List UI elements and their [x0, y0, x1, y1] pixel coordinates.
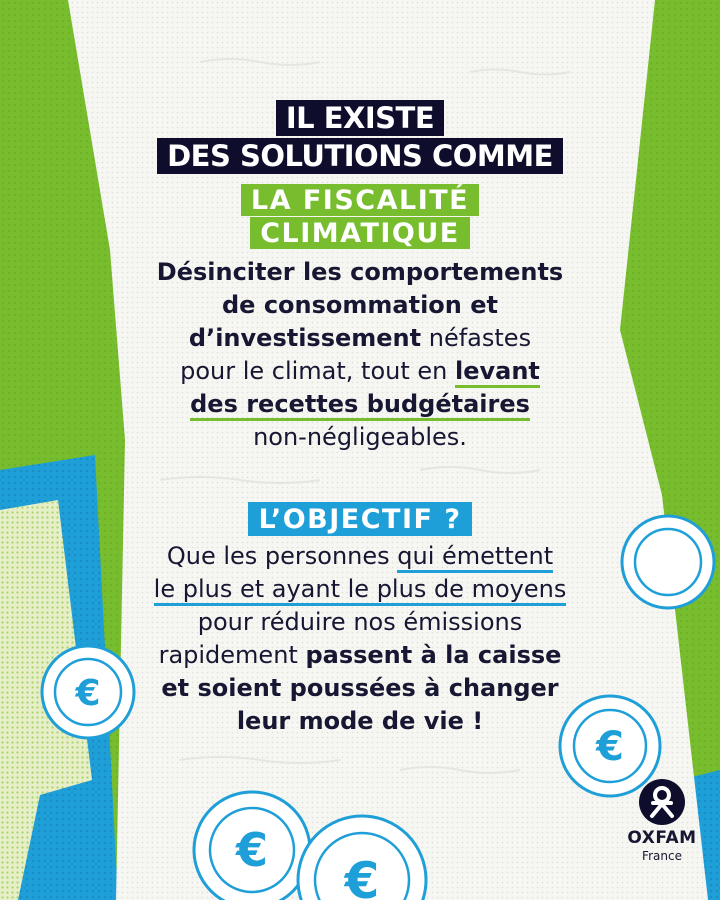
intro-line-3-bold: d’investissement — [188, 324, 422, 352]
heading-block — [0, 100, 720, 249]
heading-highlight-line-2: CLIMATIQUE — [250, 217, 470, 249]
oxfam-logo-icon — [638, 778, 686, 826]
heading-line-2: DES SOLUTIONS COMME — [157, 138, 563, 174]
svg-text:€: € — [75, 673, 101, 714]
oxfam-logo — [622, 778, 702, 863]
svg-text:€: € — [344, 852, 380, 900]
intro-line-3-regular: néfastes — [421, 324, 532, 352]
svg-text:€: € — [596, 724, 624, 770]
objective-line-5: et soient poussées à changer — [161, 674, 559, 702]
objective-line-3: pour réduire nos émissions — [197, 608, 523, 636]
objective-paragraph — [90, 540, 630, 738]
heading-line-1: IL EXISTE — [276, 100, 444, 136]
intro-paragraph — [90, 256, 630, 454]
intro-line-4-regular: pour le climat, tout en — [180, 357, 455, 385]
intro-line-4-highlight: levant — [455, 357, 540, 388]
intro-line-1: Désinciter les comportements — [156, 258, 564, 286]
oxfam-logo-name: OXFAM — [627, 828, 697, 848]
intro-line-2: de consommation et — [222, 291, 498, 319]
objective-line-2-highlight: le plus et ayant le plus de moyens — [154, 575, 567, 606]
intro-line-5-highlight: des recettes budgétaires — [190, 390, 530, 421]
objective-line-6: leur mode de vie ! — [236, 707, 484, 735]
intro-line-6: non-négligeables. — [253, 423, 467, 451]
objective-line-1-highlight: qui émettent — [397, 542, 553, 573]
euro-coin-bottom-left — [194, 792, 310, 900]
objective-line-1-regular: Que les personnes — [166, 542, 398, 570]
heading-highlight-line-1: LA FISCALITÉ — [241, 184, 479, 216]
objectif-block — [0, 502, 720, 536]
objective-line-4-regular: rapidement — [158, 641, 306, 669]
oxfam-logo-country: France — [642, 849, 682, 863]
objectif-label: L’OBJECTIF ? — [248, 502, 471, 536]
objective-line-4-bold: passent à la caisse — [305, 641, 562, 669]
svg-text:€: € — [235, 823, 269, 877]
